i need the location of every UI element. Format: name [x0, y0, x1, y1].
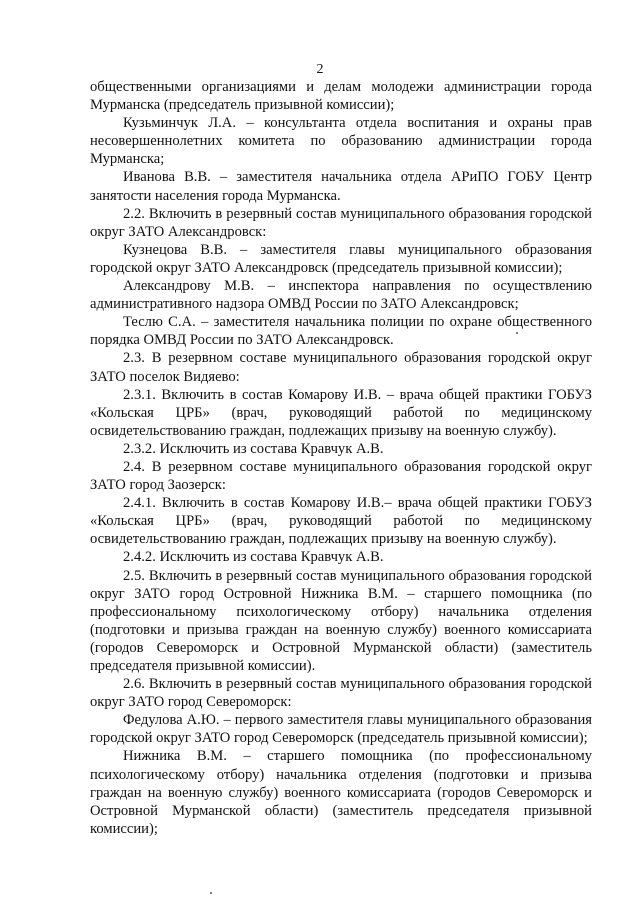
scan-speck: [210, 892, 212, 894]
paragraph: Кузьминчук Л.А. – консультанта отдела воспитания и охраны прав несовершеннолетних комитета по образованию администрации города Мурманска;: [90, 115, 592, 168]
paragraph-continuation: общественными организациями и делам молодежи администрации города Мурманска (председатель призывной комиссии);: [90, 79, 592, 114]
paragraph: 2.3. В резервном составе муниципального образования городской округ ЗАТО поселок Видяево:: [90, 350, 592, 385]
document-body: [90, 78, 592, 838]
paragraph: 2.3.2. Исключить из состава Кравчук А.В.: [123, 440, 384, 457]
paragraph: Александрову М.В. – инспектора направления по осуществлению административного надзора ОМВД России по ЗАТО Александровск;: [90, 278, 592, 313]
paragraph: 2.5. Включить в резервный состав муниципального образования городской округ ЗАТО город Островной Нижника В.М. – старшего помощника (по профессиональному психологическому отбору) начальника отделения (подготовки и призыва граждан на военную службу) военного комиссариата (городов Североморск и Островной Мурманской области) (заместитель председателя призывной комиссии).: [90, 567, 592, 674]
paragraph: 2.4.1. Включить в состав Комарову И.В.– врача общей практики ГОБУЗ «Кольская ЦРБ» (врач, руководящий работой по медицинскому освидетельствованию граждан, подлежащих призыву на военную службу).: [90, 495, 592, 548]
paragraph: Федулова А.Ю. – первого заместителя главы муниципального образования городской округ ЗАТО город Североморск (председатель призывной комиссии);: [90, 712, 592, 747]
paragraph: Иванова В.В. – заместителя начальника отдела АРиПО ГОБУ Центр занятости населения города Мурманска.: [90, 169, 592, 204]
paragraph: 2.2. Включить в резервный состав муниципального образования городской округ ЗАТО Александровск:: [90, 205, 592, 240]
paragraph: 2.4. В резервном составе муниципального образования городской округ ЗАТО город Заозерск:: [90, 458, 592, 494]
paragraph: Теслю С.А. – заместителя начальника полиции по охране общественного порядка ОМВД России по ЗАТО Александровск.: [90, 314, 592, 349]
paragraph: 2.4.2. Исключить из состава Кравчук А.В.: [123, 549, 384, 566]
paragraph: Нижника В.М. – старшего помощника (по профессиональному психологическому отбору) начальника отделения (подготовки и призыва граждан на военную службу) военного комиссариата (городов Североморск и Островной Мурманской области) (заместитель председателя призывной комиссии);: [90, 748, 592, 837]
paragraph: 2.6. Включить в резервный состав муниципального образования городской округ ЗАТО город Североморск:: [90, 676, 592, 711]
paragraph: 2.3.1. Включить в состав Комарову И.В. – врача общей практики ГОБУЗ «Кольская ЦРБ» (врач, руководящий работой по медицинскому освидетельствованию граждан, подлежащих призыву на военную службу).: [90, 386, 592, 439]
scan-speck: [516, 332, 518, 334]
page-number: 2: [316, 62, 324, 77]
paragraph: Кузнецова В.В. – заместителя главы муниципального образования городской округ ЗАТО Александровск (председатель призывной комиссии);: [90, 241, 592, 276]
